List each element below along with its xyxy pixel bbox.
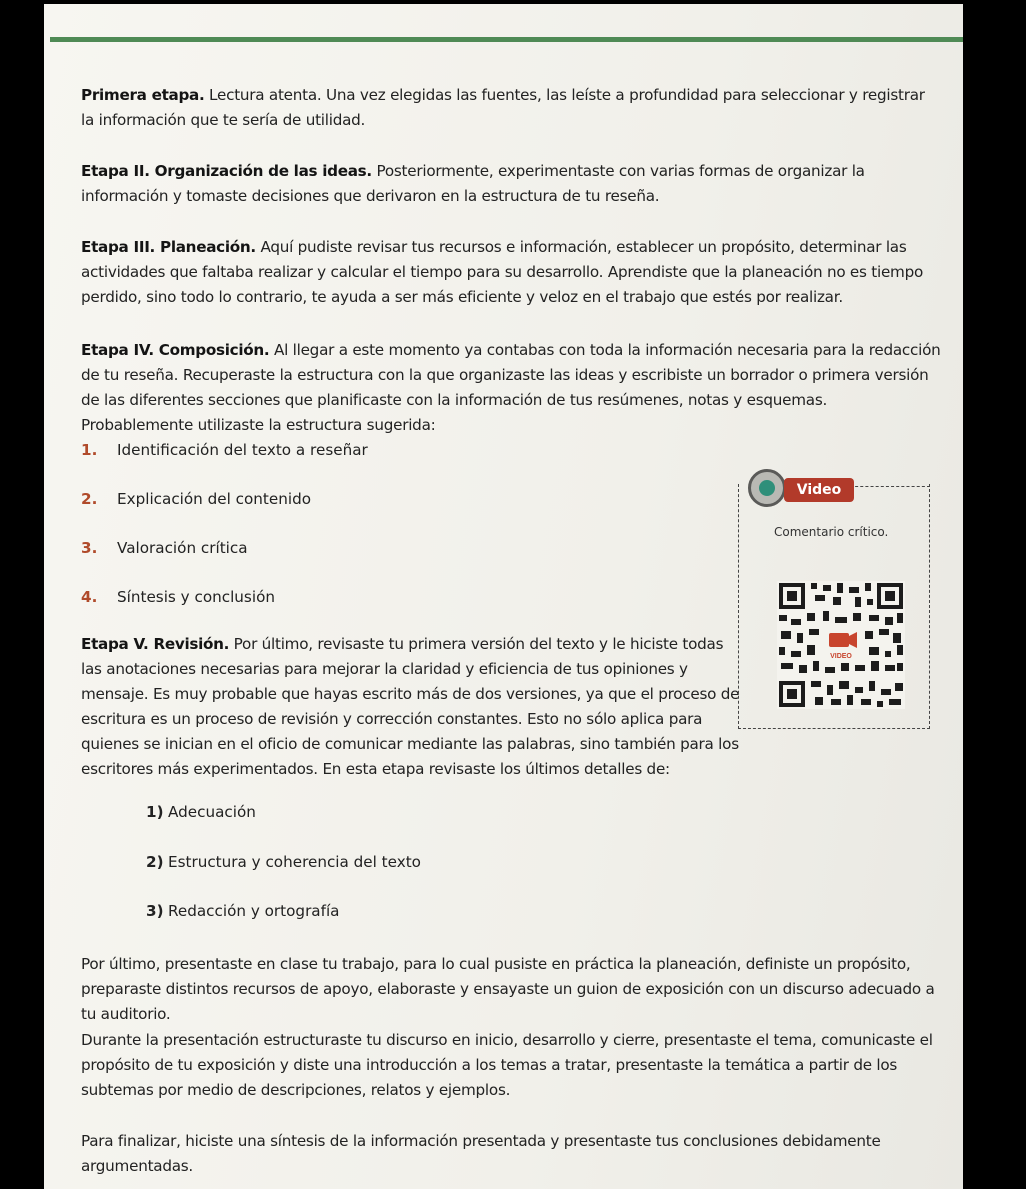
list-item: 2. Explicación del contenido [81,490,312,508]
qr-video-badge: VIDEO [830,653,852,660]
video-box-top-border [850,486,930,487]
header-rule [50,37,963,42]
paragraph-etapa-iii: Etapa III. Planeación. Aquí pudiste revisar tus recursos e información, establecer un propósito, determinar las actividades que faltaba realizar y calcular el tiempo para su desarrollo. Aprendiste que la planeación no es tiempo perdido, sino todo lo contrario, te ayuda a ser más eficiente y veloz en el trabajo que estés por realizar. [81,238,924,306]
video-caption: Comentario crítico. [774,525,889,539]
qr-code[interactable] [777,581,905,709]
paragraph-discurso: Durante la presentación estructuraste tu discurso en inicio, desarrollo y cierre, presentaste el tema, comunicaste el propósito de tu exposición y diste una introducción a los temas a tratar, presentaste la temática a partir de los subtemas por medio de descripciones, relatos y ejemplos. [81,1031,933,1099]
video-camera-icon [829,633,849,647]
paragraph-etapa-ii: Etapa II. Organización de las ideas. Posteriormente, experimentaste con varias formas de organizar la información y tomaste decisiones que derivaron en la estructura de tu reseña. [81,162,865,205]
list-item: 2) Estructura y coherencia del texto [146,853,421,871]
list-item: 4. Síntesis y conclusión [81,588,275,606]
list-item: 3) Redacción y ortografía [146,902,340,920]
list-item: 3. Valoración crítica [81,539,248,557]
paragraph-presentacion: Por último, presentaste en clase tu trabajo, para lo cual pusiste en práctica la planeación, definiste un propósito, preparaste distintos recursos de apoyo, elaboraste y ensayaste un guion de exposición con un discurso adecuado a tu auditorio. [81,955,935,1023]
paragraph-etapa-iv: Etapa IV. Composición. Al llegar a este momento ya contabas con toda la información necesaria para la redacción de tu reseña. Recuperaste la estructura con la que organizaste las ideas y escribiste un borrador o primera versión de las diferentes secciones que planificaste con la información de tus resúmenes, notas y esquemas. Probablemente utilizaste la estructura sugerida: [81,341,941,434]
list-item: 1) Adecuación [146,803,256,821]
paragraph-etapa-v: Etapa V. Revisión. Por último, revisaste tu primera versión del texto y le hiciste todas las anotaciones necesarias para mejorar la claridad y eficiencia de tus opiniones y mensaje. Es muy probable que hayas escrito más de dos versiones, ya que el proceso de escritura es un proceso de revisión y corrección constantes. Esto no sólo aplica para quienes se inician en el oficio de comunicar mediante las palabras, sino también para los escritores más experimentados. En esta etapa revisaste los últimos detalles de: [81,635,740,778]
video-label[interactable]: Video [784,478,854,502]
list-item: 1. Identificación del texto a reseñar [81,441,368,459]
video-circle-icon [748,469,786,507]
paragraph-primera-etapa: Primera etapa. Lectura atenta. Una vez elegidas las fuentes, las leíste a profundidad para seleccionar y registrar la información que te sería de utilidad. [81,86,925,129]
paragraph-finalizar: Para finalizar, hiciste una síntesis de la información presentada y presentaste tus conclusiones debidamente argumentadas. [81,1132,881,1175]
textbook-page [44,4,963,1189]
